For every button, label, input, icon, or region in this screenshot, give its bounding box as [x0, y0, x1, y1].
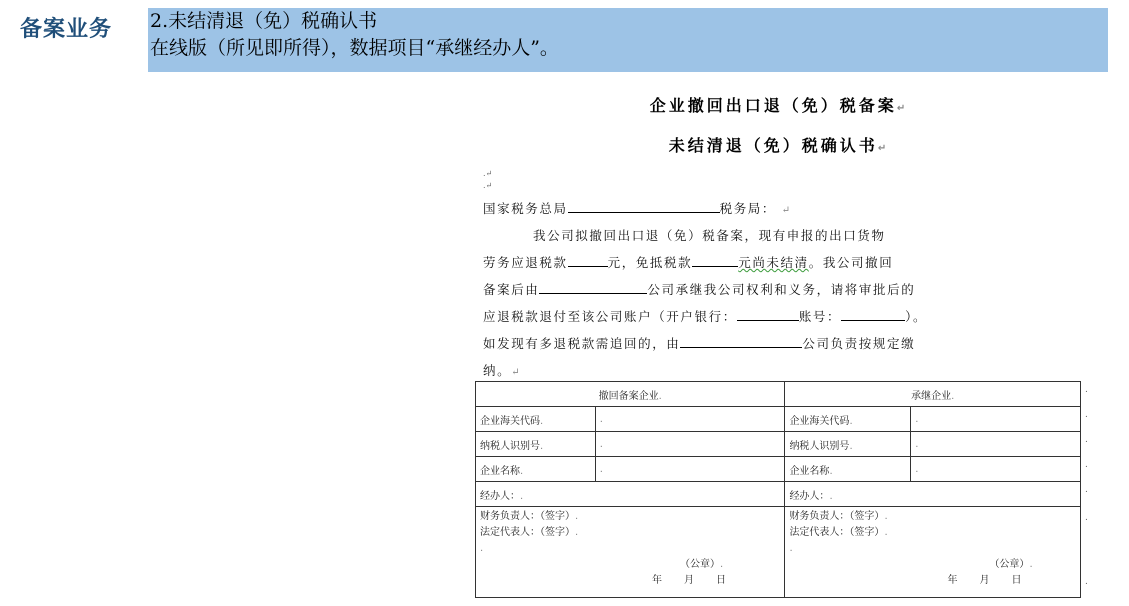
body-line-3: 备案后由 公司承继我公司权利和义务，请将审批后的: [483, 282, 916, 297]
body-line-4: 应退税款退付至该公司账户（开户银行： 账号： ）。: [483, 309, 928, 324]
table-row: [476, 382, 1081, 407]
successor-signature-block: 财务负责人：（签字）. 法定代表人：（签字）. . （公章）. 年月日: [785, 507, 1081, 598]
successor-taxpayer-id-value: .: [911, 432, 1081, 457]
company-name-value: .: [595, 457, 785, 482]
body-line-5: 如发现有多退税款需追回的，由 公司负责按规定缴: [483, 336, 916, 351]
taxpayer-id-value: .: [595, 432, 785, 457]
successor-company-name-label: 企业名称.: [785, 457, 911, 482]
successor-finance-signature: 财务负责人：（签字）.: [789, 511, 888, 522]
section-title: 备案业务: [20, 16, 113, 42]
taxpayer-id-label: 纳税人识别号.: [476, 432, 596, 457]
addressee-line: 国家税务总局 税务局： ↵: [483, 201, 792, 216]
table-row: [476, 482, 1081, 507]
topic-description: 在线版（所见即所得），数据项目“承继经办人”。: [150, 37, 559, 59]
signature-block: 财务负责人：（签字）. 法定代表人：（签字）. . （公章）. 年月日: [476, 507, 785, 598]
successor-company-header: 承继企业.: [785, 382, 1081, 407]
table-row: [476, 432, 1081, 457]
customs-code-value: .: [595, 407, 785, 432]
confirmation-table: [475, 381, 1081, 598]
paragraph-mark: .↵: [483, 169, 493, 178]
company-name-label: 企业名称.: [476, 457, 596, 482]
document-title-line1: 企业撤回出口退（免）税备案↵: [649, 96, 909, 115]
table-row: [476, 507, 1081, 598]
withdrawing-company-header: 撤回备案企业.: [476, 382, 785, 407]
successor-handler-field: 经办人：.: [785, 482, 1081, 507]
body-line-1: 我公司拟撤回出口退（免）税备案，现有申报的出口货物: [533, 228, 886, 243]
handler-field: 经办人：.: [476, 482, 785, 507]
successor-company-seal: （公章）.: [989, 559, 1033, 570]
body-line-2: 劳务应退税款 元，免抵税款 元尚未结清。我公司撤回: [483, 255, 894, 270]
legal-rep-signature: 法定代表人：（签字）.: [480, 527, 579, 538]
successor-taxpayer-id-label: 纳税人识别号.: [785, 432, 911, 457]
successor-customs-code-label: 企业海关代码.: [785, 407, 911, 432]
company-seal: （公章）.: [680, 559, 724, 570]
successor-customs-code-value: .: [911, 407, 1081, 432]
successor-company-name-value: .: [911, 457, 1081, 482]
customs-code-label: 企业海关代码.: [476, 407, 596, 432]
finance-signature: 财务负责人：（签字）.: [480, 511, 579, 522]
body-line-6: 纳。↵: [483, 363, 522, 378]
document-title-line2: 未结清退（免）税确认书↵: [668, 136, 890, 155]
successor-date-line: 年月日: [947, 575, 1044, 586]
successor-legal-rep-signature: 法定代表人：（签字）.: [789, 527, 888, 538]
topic-heading: 2.未结清退（免）税确认书: [150, 10, 378, 32]
date-line: 年月日: [652, 575, 748, 586]
topic-banner: [148, 8, 1108, 72]
table-row: [476, 407, 1081, 432]
paragraph-mark: .↵: [483, 181, 493, 190]
table-row: [476, 457, 1081, 482]
